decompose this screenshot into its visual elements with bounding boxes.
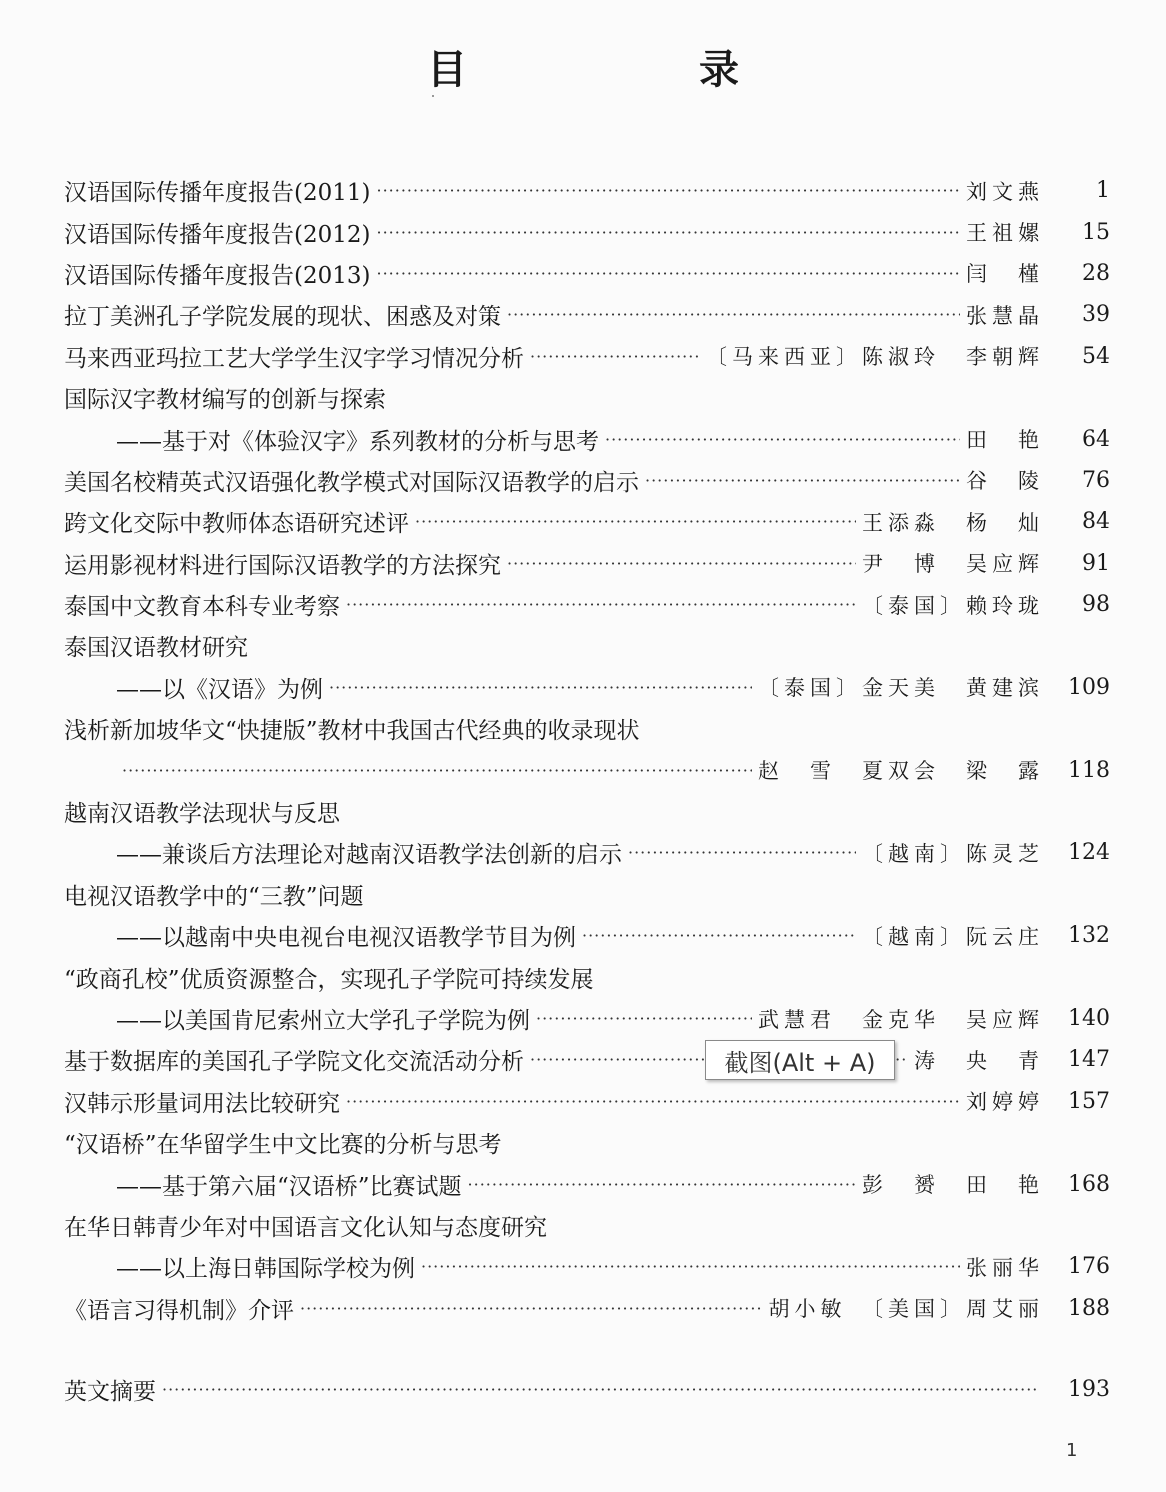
toc-entry-author: 王祖嫘 [966,221,1044,246]
dot-leader [628,843,856,862]
toc-entry-author: 〔越南〕阮云庄 [862,924,1044,949]
toc-entry-title: 汉语国际传播年度报告(2013) [64,262,371,289]
toc-entry-page: 76 [1082,467,1110,493]
toc-entry-title: 英文摘要 [64,1379,156,1406]
toc-entry-title: ——以《汉语》为例 [116,676,323,703]
toc-entry-title: 马来西亚玛拉工艺大学学生汉字学习情况分析 [64,345,524,372]
toc-row[interactable] [64,170,1110,211]
dot-leader [122,761,752,780]
toc-entry-author: 闫 槿 [966,262,1044,287]
dot-leader [415,512,856,531]
toc-row[interactable] [64,253,1110,294]
toc-entry-author: 尹 博 吴应辉 [862,552,1044,577]
toc-row[interactable] [64,211,1110,252]
toc-entry-title: 在华日韩青少年对中国语言文化认知与态度研究 [64,1214,547,1241]
toc-row[interactable] [64,1288,1110,1329]
table-of-contents [64,170,1110,1410]
toc-entry-title: 美国名校精英式汉语强化教学模式对国际汉语教学的启示 [64,469,639,496]
toc-entry-title: 汉语国际传播年度报告(2012) [64,221,371,248]
toc-entry-page: 28 [1082,260,1110,286]
toc-entry-page: 15 [1082,219,1110,245]
dot-leader [536,1009,752,1028]
toc-entry-title: “汉语桥”在华留学生中文比赛的分析与思考 [64,1132,502,1159]
toc-row[interactable] [64,584,1110,625]
toc-entry-title: 越南汉语教学法现状与反思 [64,801,340,828]
toc-entry-title: 电视汉语教学中的“三教”问题 [64,883,364,910]
dot-leader [346,595,856,614]
toc-entry-author: 〔马来西亚〕陈淑玲 李朝辉 [706,345,1044,370]
toc-entry-title: 国际汉字教材编写的创新与探索 [64,387,386,414]
toc-row[interactable] [64,874,1110,915]
toc-entry-author: 〔泰国〕赖玲珑 [862,593,1044,618]
toc-appendix-row[interactable] [64,1369,1110,1410]
dot-leader [530,347,700,366]
toc-entry-title: “政商孔校”优质资源整合，实现孔子学院可持续发展 [64,966,594,993]
toc-row[interactable] [64,791,1110,832]
toc-entry-title: ——基于对《体验汉字》系列教材的分析与思考 [116,428,599,455]
toc-row[interactable] [64,294,1110,335]
toc-entry-author: 涛 央 青 [914,1048,1044,1073]
dot-leader [507,305,960,324]
toc-entry-page: 118 [1068,757,1110,783]
toc-row[interactable] [64,956,1110,997]
toc-entry-title: 汉韩示形量词用法比较研究 [64,1090,340,1117]
toc-row[interactable] [64,377,1110,418]
toc-row[interactable] [64,832,1110,873]
dot-leader [645,471,960,490]
toc-entry-page: 64 [1082,426,1110,452]
dot-leader [346,1092,960,1111]
toc-entry-page: 140 [1068,1006,1110,1031]
toc-entry-title: 跨文化交际中教师体态语研究述评 [64,511,409,538]
toc-entry-page: 168 [1068,1171,1110,1197]
toc-row[interactable] [64,543,1110,584]
toc-row[interactable] [64,625,1110,666]
toc-row[interactable] [64,460,1110,501]
toc-entry-title: 运用影视材料进行国际汉语教学的方法探究 [64,552,501,579]
toc-entry-page: 193 [1068,1377,1110,1403]
toc-entry-author: 谷 陵 [966,469,1044,494]
toc-entry-title: 泰国中文教育本科专业考察 [64,594,340,621]
toc-entry-author: 田 艳 [966,428,1044,453]
toc-entry-page: 84 [1082,509,1110,535]
dot-leader [376,223,960,242]
toc-entry-page: 54 [1082,343,1110,369]
toc-entry-title: ——以越南中央电视台电视汉语教学节目为例 [116,925,576,952]
toc-entry-page: 109 [1068,674,1110,700]
toc-entry-title: 汉语国际传播年度报告(2011) [64,180,371,207]
toc-row[interactable] [64,336,1110,377]
toc-entry-page: 188 [1068,1295,1110,1321]
dot-leader [300,1299,763,1318]
toc-row[interactable] [64,1122,1110,1163]
dot-leader [507,554,856,573]
toc-entry-page: 157 [1068,1088,1110,1114]
toc-row[interactable] [64,915,1110,956]
toc-row[interactable] [64,1039,1110,1080]
toc-entry-title: ——以上海日韩国际学校为例 [116,1256,415,1283]
toc-row[interactable] [64,501,1110,542]
toc-row[interactable] [64,708,1110,749]
toc-entry-title: ——以美国肯尼索州立大学孔子学院为例 [116,1008,530,1034]
dot-leader [421,1257,960,1276]
toc-entry-title: 《语言习得机制》介评 [64,1297,294,1324]
toc-entry-author: 〔泰国〕金天美 黄建滨 [758,676,1044,701]
toc-entry-author: 王添淼 杨 灿 [862,510,1044,535]
page-number: 1 [1066,1440,1078,1461]
toc-entry-author: 刘文燕 [966,179,1044,204]
toc-entry-author: 张慧晶 [966,303,1044,328]
toc-entry-page: 176 [1068,1254,1110,1280]
toc-entry-author: 武慧君 金克华 吴应辉 [758,1007,1044,1032]
toc-row[interactable] [64,1081,1110,1122]
toc-entry-page: 39 [1082,302,1110,328]
dot-leader [582,926,856,945]
toc-entry-title: 浅析新加坡华文“快捷版”教材中我国古代经典的收录现状 [64,718,640,745]
toc-entry-title: ——兼谈后方法理论对越南汉语教学法创新的启示 [116,842,622,869]
toc-entry-title: 基于数据库的美国孔子学院文化交流活动分析 [64,1049,524,1076]
toc-entry-page: 1 [1096,178,1110,204]
scan-speck [432,95,434,97]
toc-entry-page: 124 [1068,840,1110,866]
dot-leader [329,678,752,697]
toc-entry-title: 拉丁美洲孔子学院发展的现状、困惑及对策 [64,304,501,331]
toc-entry-author: 赵 雪 夏双会 梁 露 [758,759,1044,784]
dot-leader [376,181,960,200]
toc-entry-author: 〔越南〕陈灵芝 [862,841,1044,866]
toc-row[interactable] [64,749,1110,790]
toc-entry-author: 彭 赟 田 艳 [862,1173,1044,1198]
toc-row[interactable] [64,998,1110,1039]
toc-row[interactable] [64,667,1110,708]
toc-row[interactable] [64,1246,1110,1287]
toc-row[interactable] [64,1205,1110,1246]
toc-row[interactable] [64,418,1110,459]
dot-leader [162,1380,1038,1399]
dot-leader [376,264,960,283]
toc-entry-page: 147 [1068,1047,1110,1073]
toc-entry-title: ——基于第六届“汉语桥”比赛试题 [116,1173,462,1200]
toc-entry-page: 132 [1068,923,1110,949]
toc-entry-page: 98 [1082,592,1110,618]
screenshot-tooltip: 截图(Alt + A) [705,1040,895,1080]
page-title: 目 录 [427,47,835,93]
toc-row[interactable] [64,1163,1110,1204]
toc-entry-page: 91 [1082,550,1110,576]
dot-leader [468,1175,856,1194]
toc-entry-author: 张丽华 [966,1255,1044,1280]
toc-entry-title: 泰国汉语教材研究 [64,635,248,662]
dot-leader [605,430,960,449]
toc-entry-author: 胡小敏 〔美国〕周艾丽 [768,1297,1044,1322]
toc-entry-author: 刘婷婷 [966,1090,1044,1115]
